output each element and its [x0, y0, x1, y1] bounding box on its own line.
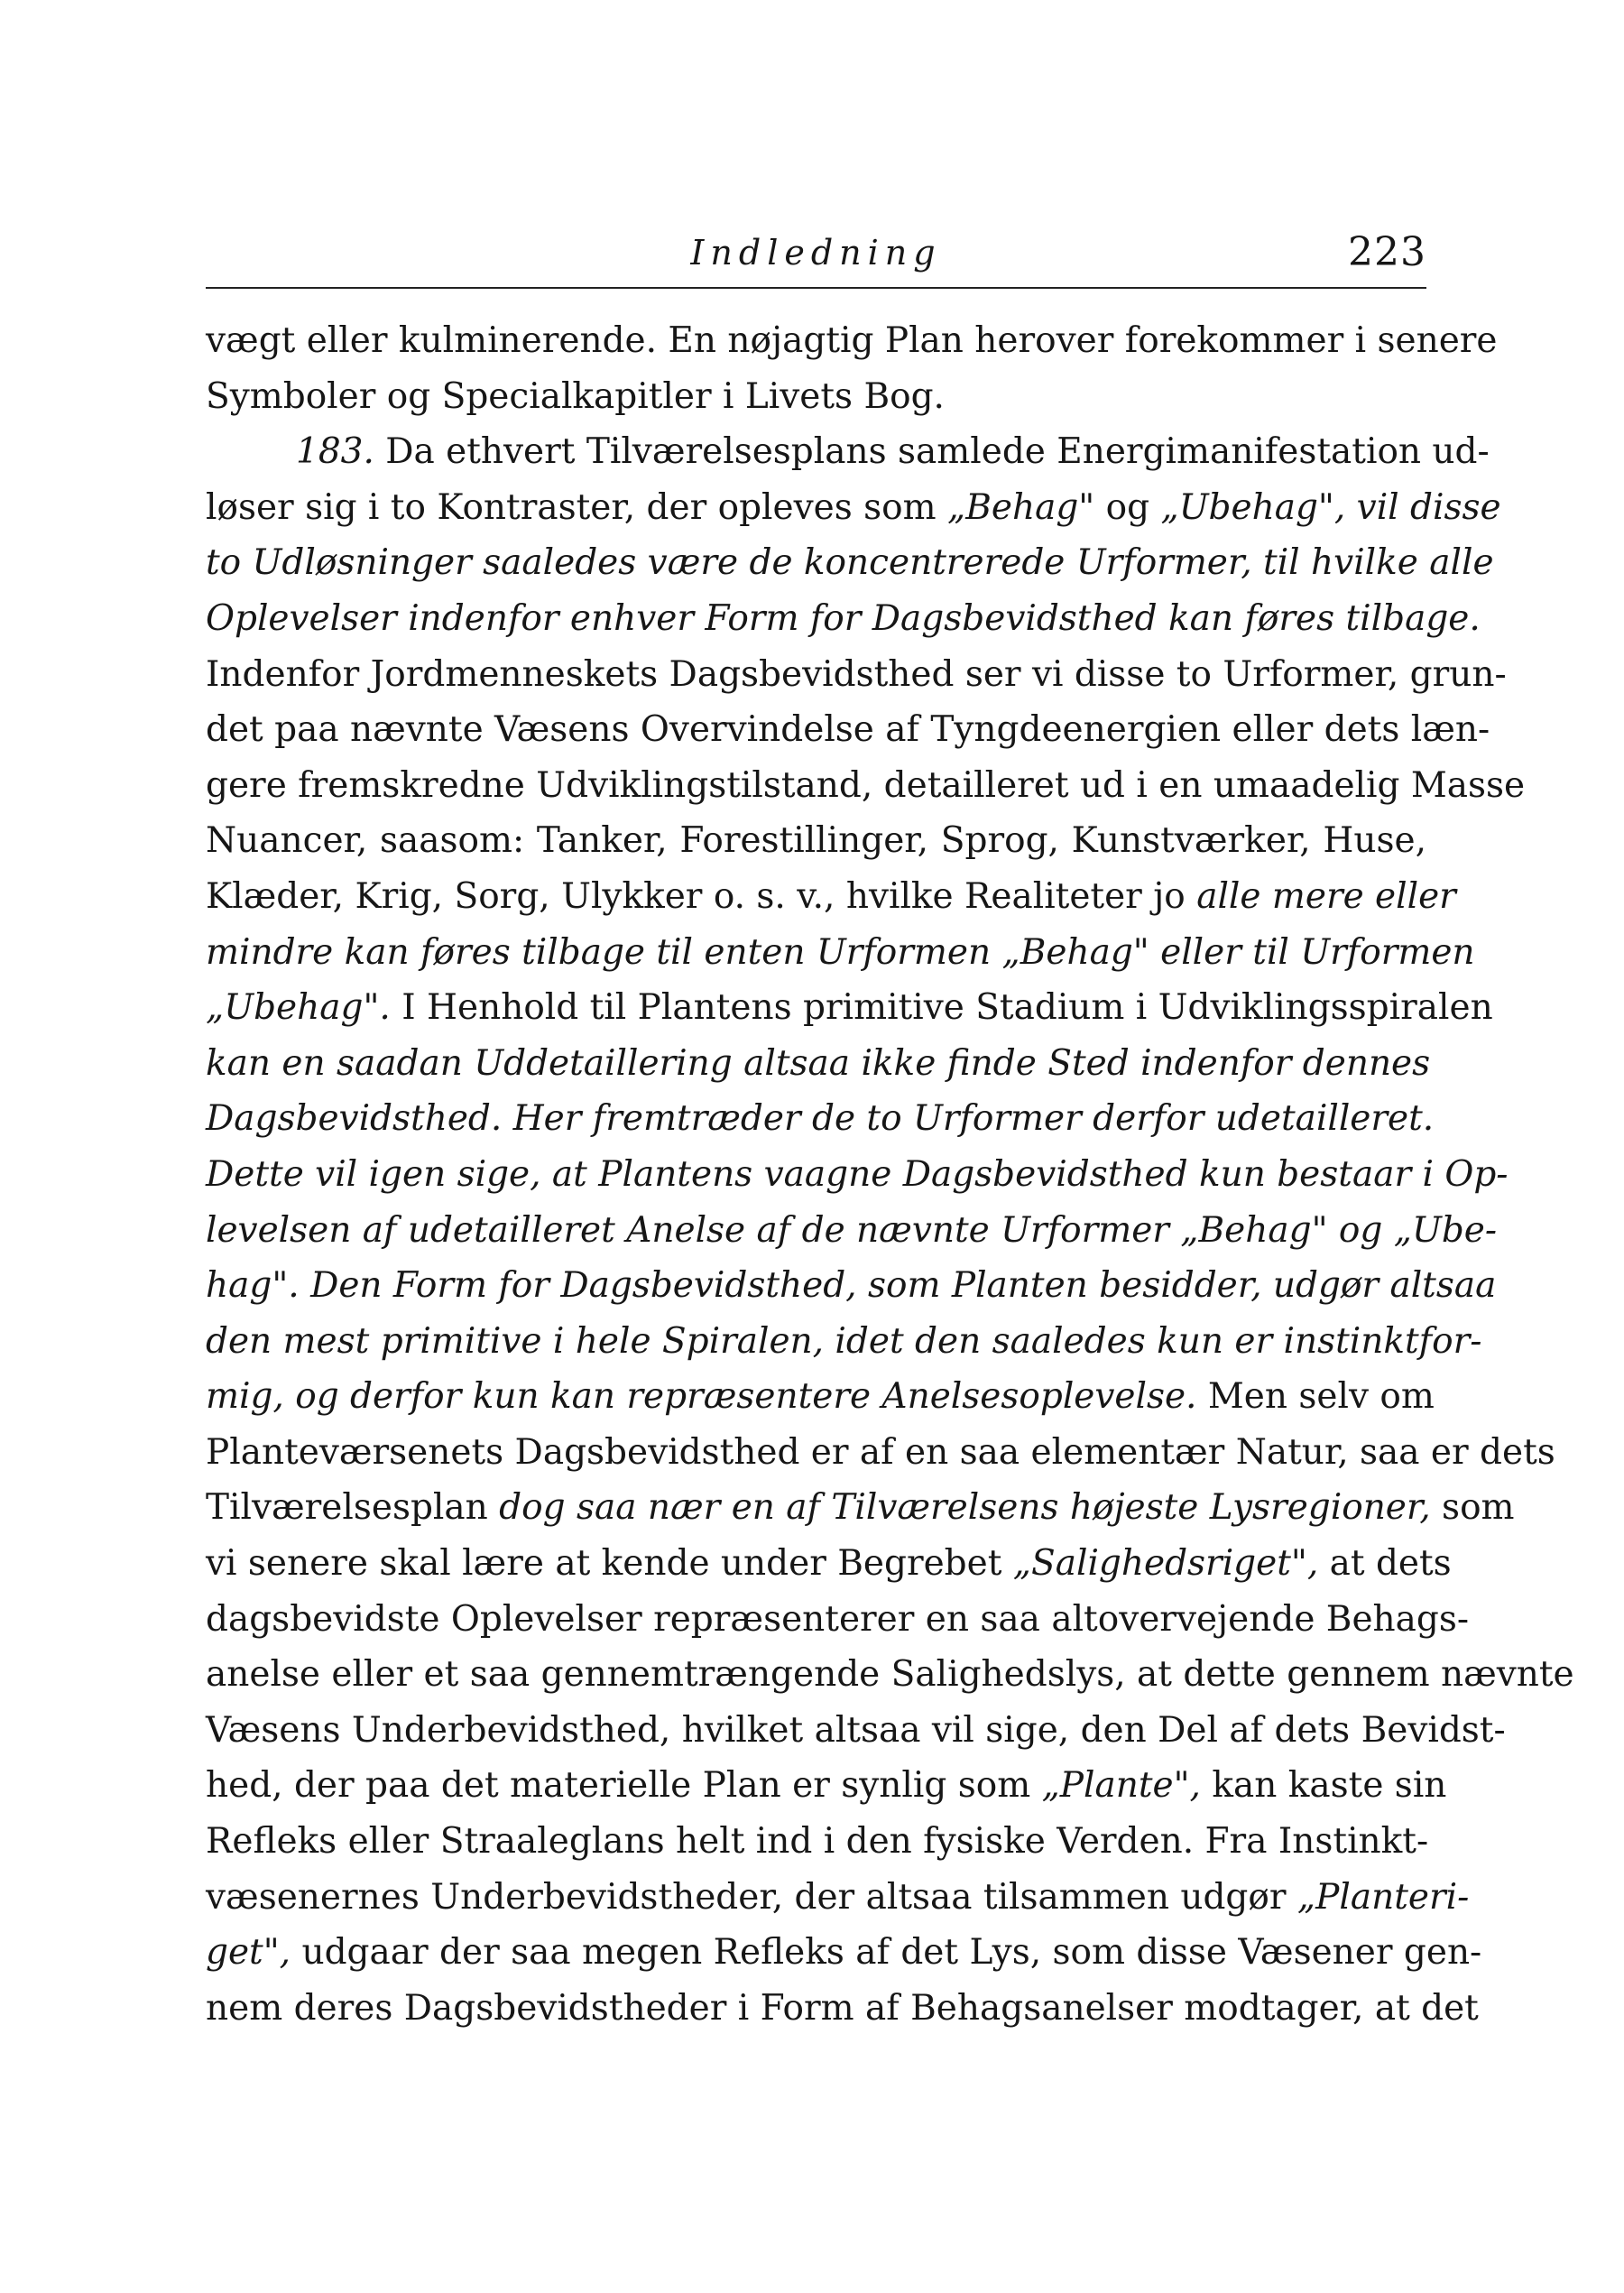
text-segment: gere fremskredne Udviklingstilstand, detailleret ud i en umaadelig Masse — [206, 764, 1526, 806]
italic-text: mig, og derfor kun kan repræsentere Anelsesoplevelse. — [206, 1376, 1197, 1418]
text-line — [206, 925, 1475, 981]
text-segment: anelse eller et saa gennemtrængende Salighedslys, at dette gennem nævnte — [206, 1654, 1574, 1696]
text-line — [206, 1369, 1435, 1425]
text-line — [206, 1425, 1555, 1481]
italic-text: Dette vil igen sige, at Plantens vaagne Dagsbevidsthed kun bestaar i Op- — [206, 1153, 1509, 1195]
text-line — [206, 1258, 1497, 1314]
text-segment: udgaar der saa megen Refleks af det Lys, som disse Væsener gen- — [291, 1932, 1482, 1974]
italic-text: levelsen af udetailleret Anelse af de nævnte Urformer „Behag" og „Ube- — [206, 1209, 1498, 1251]
text-segment: hed, der paa det materielle Plan er synlig som — [206, 1765, 1042, 1807]
italic-text: hag". Den Form for Dagsbevidsthed, som Planten besidder, udgør altsaa — [206, 1265, 1497, 1307]
text-segment: Klæder, Krig, Sorg, Ulykker o. s. v., hvilke Realiteter jo — [206, 875, 1197, 917]
text-line — [206, 1480, 1515, 1536]
text-line — [206, 647, 1507, 703]
text-line — [206, 535, 1494, 591]
text-line — [206, 758, 1526, 814]
text-line — [206, 591, 1481, 647]
text-line — [206, 1981, 1479, 2037]
italic-text: 183. — [296, 431, 374, 473]
text-line — [206, 1758, 1447, 1814]
italic-text: Dagsbevidsthed. Her fremtræder de to Urformer derfor udetailleret. — [206, 1098, 1435, 1140]
italic-text: alle mere eller — [1196, 875, 1456, 917]
page-header — [206, 224, 1426, 289]
text-segment: Symboler og Specialkapitler i Livets Bog. — [206, 375, 945, 417]
text-segment: og — [1094, 486, 1161, 528]
text-segment: nem deres Dagsbevidstheder i Form af Behagsanelser modtager, at det — [206, 1987, 1479, 2029]
italic-text: „Planteri- — [1296, 1876, 1470, 1918]
italic-text: „Ubehag". — [206, 987, 391, 1029]
text-segment: I Henhold til Plantens primitive Stadium i Udviklingsspiralen — [390, 987, 1493, 1029]
text-segment: Refleks eller Straaleglans helt ind i den fysiske Verden. Fra Instinkt- — [206, 1821, 1429, 1863]
text-segment: løser sig i to Kontraster, der opleves som — [206, 486, 948, 528]
text-line — [206, 1314, 1482, 1370]
text-line — [206, 1647, 1574, 1703]
page-number: 223 — [1348, 229, 1426, 275]
text-line — [206, 480, 1501, 536]
text-segment: det paa nævnte Væsens Overvindelse af Tyngdeenergien eller dets læn- — [206, 709, 1490, 751]
text-segment: vægt eller kulminerende. En nøjagtig Plan herover forekommer i senere — [206, 320, 1498, 361]
text-line — [206, 313, 1498, 369]
italic-text: dog saa nær en af Tilværelsens højeste Lysregioner, — [499, 1487, 1431, 1529]
text-segment: Indenfor Jordmenneskets Dagsbevidsthed ser vi disse to Urformer, grun- — [206, 653, 1507, 695]
italic-text: „Behag" — [947, 486, 1095, 528]
italic-text: Oplevelser indenfor enhver Form for Dagsbevidsthed kan føres tilbage. — [206, 597, 1481, 639]
text-line — [206, 980, 1493, 1036]
text-segment: dagsbevidste Oplevelser repræsenterer en saa altovervejende Behags- — [206, 1598, 1470, 1640]
text-segment: kan kaste sin — [1200, 1765, 1447, 1807]
italic-text: „Plante", — [1041, 1765, 1201, 1807]
text-segment: Men selv om — [1196, 1376, 1435, 1418]
text-segment: at dets — [1318, 1543, 1452, 1585]
text-segment: Væsens Underbevidsthed, hvilket altsaa vil sige, den Del af dets Bevidst- — [206, 1709, 1506, 1751]
text-line — [206, 1925, 1482, 1981]
text-line — [206, 1036, 1431, 1092]
text-line — [206, 424, 1490, 480]
italic-text: den mest primitive i hele Spiralen, idet den saaledes kun er instinktfor- — [206, 1320, 1482, 1362]
text-line — [206, 369, 1426, 425]
text-line — [206, 869, 1456, 925]
text-line — [206, 1870, 1470, 1926]
text-line — [206, 1203, 1498, 1259]
italic-text: to Udløsninger saaledes være de koncentrerede Urformer, til hvilke alle — [206, 542, 1494, 584]
italic-text: get", — [206, 1932, 291, 1974]
text-segment: væsenernes Underbevidstheder, der altsaa tilsammen udgør — [206, 1876, 1297, 1918]
italic-text: „Salighedsriget", — [1012, 1543, 1319, 1585]
running-head: Indledning — [690, 233, 942, 273]
italic-text: kan en saadan Uddetaillering altsaa ikke finde Sted indenfor dennes — [206, 1042, 1431, 1084]
text-segment: Da ethvert Tilværelsesplans samlede Energimanifestation ud- — [374, 431, 1490, 473]
text-line — [206, 1592, 1470, 1648]
text-line — [206, 1814, 1429, 1870]
text-line — [206, 1091, 1435, 1147]
text-segment: som — [1430, 1487, 1515, 1529]
body-text — [206, 313, 1574, 2036]
text-line — [206, 1536, 1452, 1592]
text-segment: Planteværsenets Dagsbevidsthed er af en saa elementær Natur, saa er dets — [206, 1431, 1555, 1473]
text-line — [206, 1703, 1506, 1759]
text-segment: Nuancer, saasom: Tanker, Forestillinger, Sprog, Kunstværker, Huse, — [206, 820, 1426, 862]
text-line — [206, 813, 1426, 869]
text-line — [206, 702, 1490, 758]
text-segment: vi senere skal lære at kende under Begrebet — [206, 1543, 1013, 1585]
text-line — [206, 1147, 1509, 1203]
italic-text: „Ubehag", vil disse — [1160, 486, 1501, 528]
italic-text: mindre kan føres tilbage til enten Urformen „Behag" eller til Urformen — [206, 931, 1475, 973]
text-segment: Tilværelsesplan — [206, 1487, 500, 1529]
